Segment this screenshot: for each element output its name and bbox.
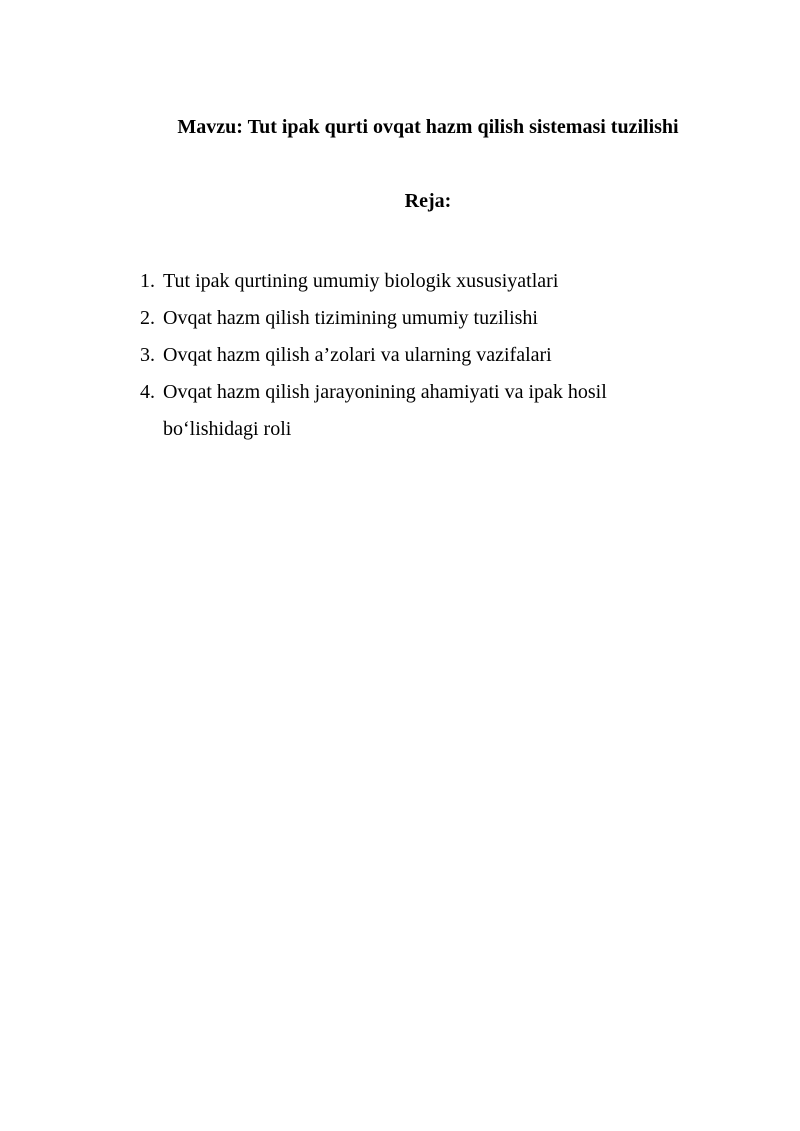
plan-item-text: Tut ipak qurtining umumiy biologik xususiyatlari xyxy=(163,270,559,292)
document-title: Mavzu: Tut ipak qurti ovqat hazm qilish sistemasi tuzilishi xyxy=(177,116,679,138)
plan-item-number: 3. xyxy=(140,344,155,366)
plan-item-text: Ovqat hazm qilish jarayonining ahamiyati va ipak hosil bo‘lishidagi roli xyxy=(163,381,607,440)
plan-heading: Reja: xyxy=(404,190,452,212)
plan-item-3 xyxy=(140,337,660,374)
plan-item-2 xyxy=(140,300,660,337)
plan-item-number: 1. xyxy=(140,270,155,292)
plan-item-number: 2. xyxy=(140,307,155,329)
plan-item-1 xyxy=(140,263,660,300)
plan-item-4 xyxy=(140,374,660,448)
plan-item-text: Ovqat hazm qilish tizimining umumiy tuzilishi xyxy=(163,307,538,329)
plan-item-text: Ovqat hazm qilish a’zolari va ularning vazifalari xyxy=(163,344,552,366)
plan-list xyxy=(140,263,660,448)
plan-item-number: 4. xyxy=(140,381,155,403)
